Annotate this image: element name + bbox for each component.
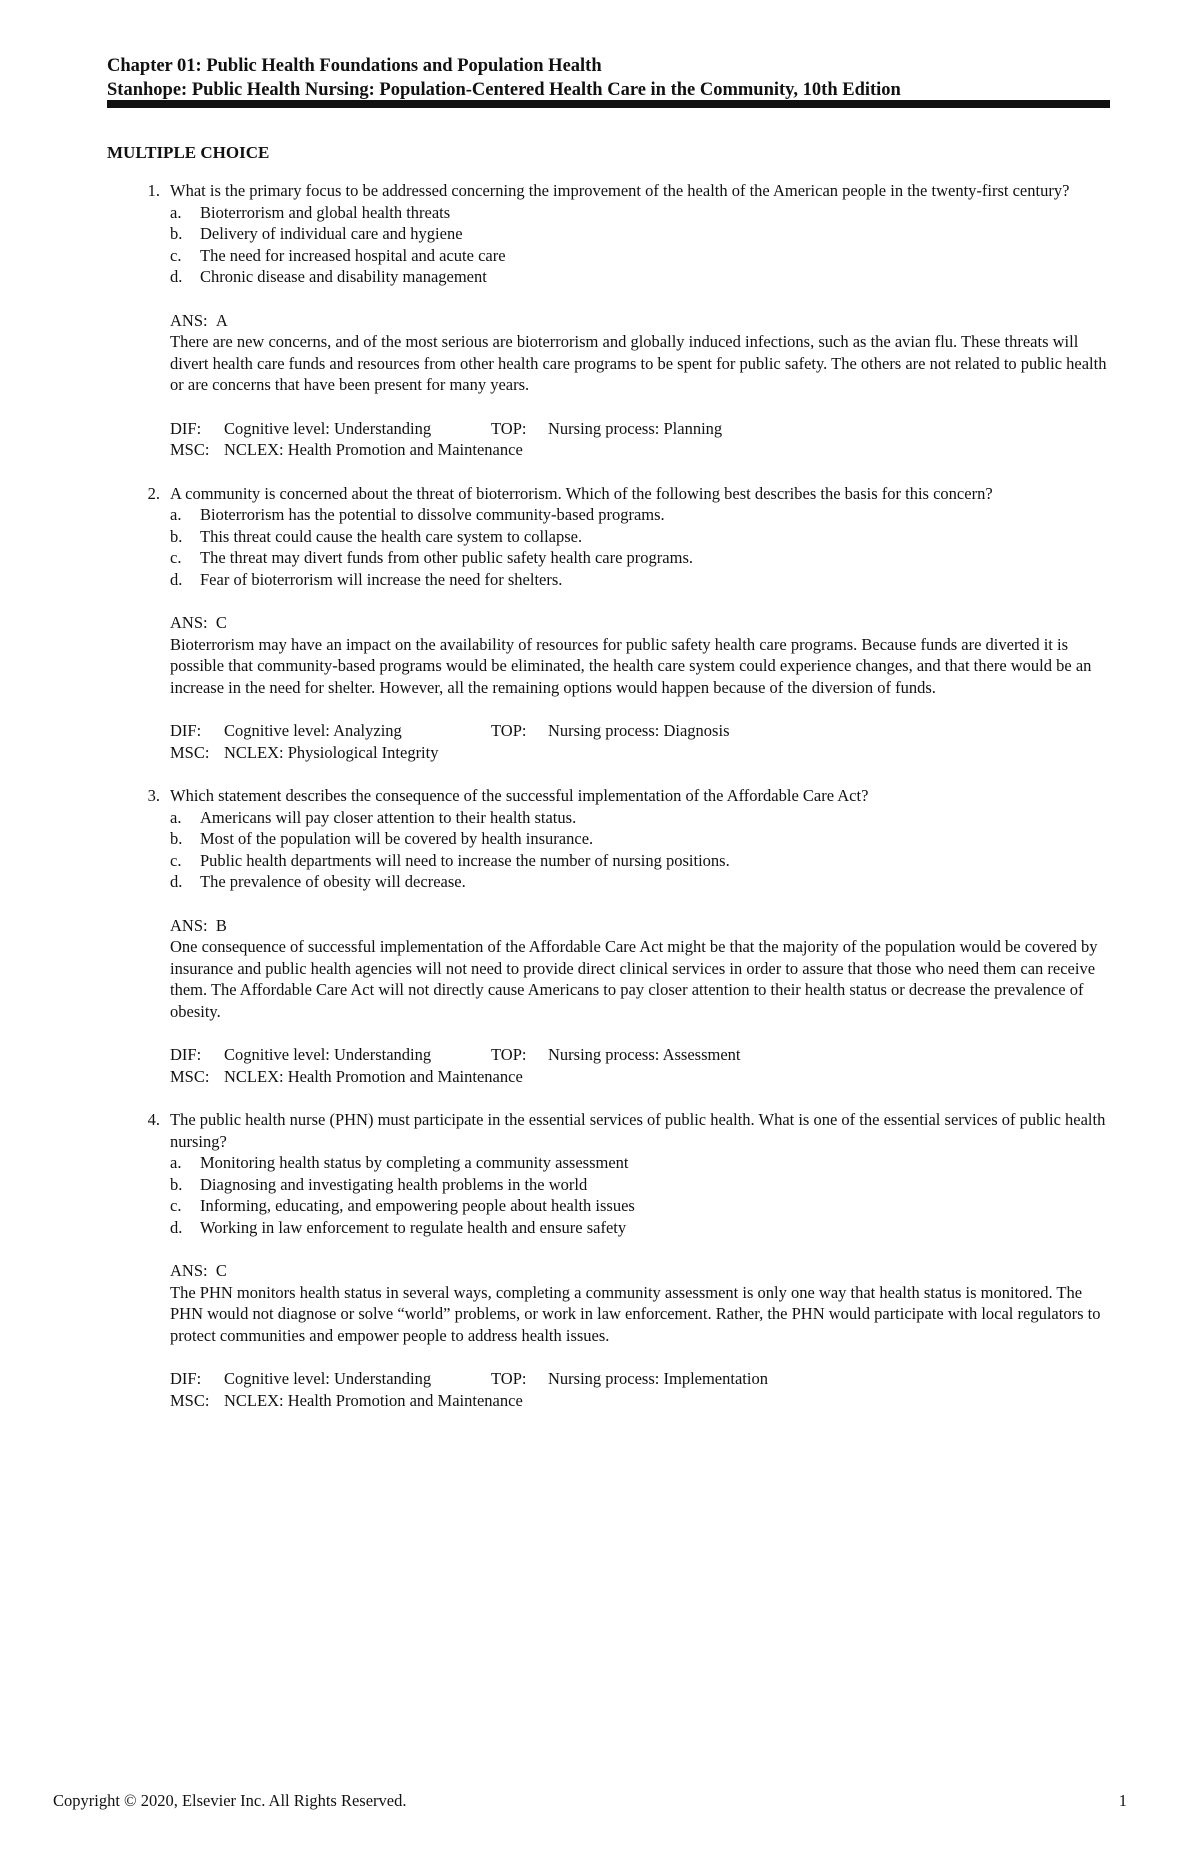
msc-value: NCLEX: Health Promotion and Maintenance	[224, 440, 523, 459]
option-text: This threat could cause the health care system to collapse.	[200, 526, 583, 546]
answer-line	[170, 310, 1110, 332]
answer-option	[170, 245, 1110, 267]
option-letter: d.	[170, 1217, 183, 1237]
question-body	[170, 785, 1110, 1087]
option-letter: b.	[170, 526, 183, 546]
question-stem: Which statement describes the consequence of the successful implementation of the Affordable Care Act?	[170, 786, 869, 805]
option-text: Monitoring health status by completing a community assessment	[200, 1153, 629, 1172]
answer-label: ANS:	[170, 613, 208, 632]
option-text: Bioterrorism has the potential to dissolve community-based programs.	[200, 505, 665, 524]
answer-option	[170, 1174, 1110, 1196]
option-text: The prevalence of obesity will decrease.	[200, 872, 466, 891]
option-text: Most of the population will be covered by health insurance.	[200, 829, 594, 848]
option-letter: b.	[170, 224, 183, 243]
top-label: TOP:	[491, 418, 527, 438]
answer-value: C	[215, 1261, 227, 1280]
top-label: TOP:	[491, 1369, 527, 1388]
option-text: Diagnosing and investigating health problems in the world	[200, 1174, 588, 1194]
question-body	[170, 483, 1110, 764]
answer-option	[170, 828, 1110, 850]
option-list	[170, 202, 1110, 288]
option-text: Working in law enforcement to regulate health and ensure safety	[200, 1217, 627, 1237]
dif-value: Cognitive level: Understanding	[224, 418, 432, 438]
option-list	[170, 1152, 1110, 1238]
option-letter: c.	[170, 245, 182, 265]
dif-value: Cognitive level: Analyzing	[224, 721, 402, 740]
question-item	[107, 1109, 1110, 1411]
answer-option	[170, 504, 1110, 526]
option-letter: d.	[170, 267, 183, 286]
question-stem: A community is concerned about the threat of bioterrorism. Which of the following best describes the basis for this concern?	[170, 483, 993, 503]
option-letter: a.	[170, 1153, 182, 1172]
option-list	[170, 504, 1110, 590]
option-text: Chronic disease and disability management	[200, 267, 487, 286]
page-number: 1	[1118, 1791, 1127, 1810]
answer-option	[170, 547, 1110, 569]
option-letter: c.	[170, 548, 182, 567]
msc-value: NCLEX: Health Promotion and Maintenance	[224, 1390, 523, 1410]
option-text: Bioterrorism and global health threats	[200, 202, 451, 222]
dif-label: DIF:	[170, 1369, 202, 1388]
option-letter: c.	[170, 1196, 182, 1215]
dif-value: Cognitive level: Understanding	[224, 1045, 432, 1064]
question-metadata	[170, 418, 1110, 461]
msc-label: MSC:	[170, 742, 210, 762]
answer-option	[170, 569, 1110, 591]
document-header	[107, 54, 1110, 102]
option-list	[170, 807, 1110, 893]
answer-option	[170, 223, 1110, 245]
question-number: 3.	[147, 786, 160, 805]
option-letter: a.	[170, 807, 182, 827]
book-title: Stanhope: Public Health Nursing: Population-Centered Health Care in the Community, 10th Edition	[107, 80, 901, 100]
dif-value: Cognitive level: Understanding	[224, 1369, 432, 1388]
top-value: Nursing process: Implementation	[548, 1369, 768, 1388]
rationale-text: There are new concerns, and of the most serious are bioterrorism and globally induced infections, such as the avian flu. These threats will divert health care funds and resources from other health care programs to be spent for public safety. The others are not related to public health or are concerns that have been present for many years.	[170, 332, 1107, 394]
question-stem: The public health nurse (PHN) must participate in the essential services of public health. What is one of the essential services of public health nursing?	[170, 1110, 1106, 1151]
rationale-text: One consequence of successful implementation of the Affordable Care Act might be that the majority of the population would be covered by insurance and public health agencies will not need to provide direct clinical services in order to assure that those who need them can receive them. The Affordable Care Act will not directly cause Americans to pay closer attention to their health status or decrease the prevalence of obesity.	[170, 937, 1098, 1021]
question-item	[107, 180, 1110, 461]
answer-label: ANS:	[170, 310, 208, 330]
rationale-text: Bioterrorism may have an impact on the availability of resources for public safety health care programs. Because funds are diverted it is possible that community-based programs would be eliminated, the health care system could experience changes, and that there would be an increase in the need for shelter. However, all the remaining options would happen because of the diversion of funds.	[170, 634, 1092, 697]
answer-option	[170, 1217, 1110, 1239]
answer-label: ANS:	[170, 1261, 208, 1280]
question-number: 4.	[147, 1110, 160, 1129]
answer-line	[170, 612, 1110, 634]
option-text: The need for increased hospital and acute care	[200, 245, 506, 265]
question-metadata	[170, 1044, 1110, 1087]
msc-label: MSC:	[170, 1066, 210, 1086]
chapter-title: Chapter 01: Public Health Foundations and Population Health	[107, 56, 602, 76]
answer-option	[170, 526, 1110, 548]
msc-value: NCLEX: Physiological Integrity	[224, 742, 439, 762]
top-value: Nursing process: Diagnosis	[548, 721, 730, 740]
question-item	[107, 483, 1110, 764]
answer-value: B	[215, 915, 227, 935]
option-text: The threat may divert funds from other public safety health care programs.	[200, 548, 693, 567]
option-text: Delivery of individual care and hygiene	[200, 224, 463, 243]
answer-option	[170, 1152, 1110, 1174]
dif-label: DIF:	[170, 418, 202, 438]
answer-option	[170, 871, 1110, 893]
option-letter: b.	[170, 829, 183, 848]
answer-line	[170, 1260, 1110, 1282]
question-item	[107, 785, 1110, 1087]
option-letter: a.	[170, 202, 182, 222]
question-body	[170, 180, 1110, 461]
answer-option	[170, 202, 1110, 224]
answer-label: ANS:	[170, 915, 208, 935]
top-value: Nursing process: Planning	[548, 418, 723, 438]
rationale-text: The PHN monitors health status in several ways, completing a community assessment is only one way that health status is monitored. The PHN would not diagnose or solve “world” problems, or work in law enforcement. Rather, the PHN would participate with local regulators to protect communities and empower people to address health issues.	[170, 1282, 1101, 1345]
option-letter: c.	[170, 850, 182, 870]
option-letter: d.	[170, 569, 183, 589]
option-letter: a.	[170, 505, 182, 524]
top-label: TOP:	[491, 721, 527, 740]
option-letter: d.	[170, 872, 183, 891]
top-label: TOP:	[491, 1045, 527, 1064]
answer-option	[170, 807, 1110, 829]
dif-label: DIF:	[170, 1045, 202, 1064]
option-letter: b.	[170, 1174, 183, 1194]
msc-label: MSC:	[170, 440, 210, 459]
answer-value: A	[215, 310, 228, 330]
answer-value: C	[215, 613, 227, 632]
option-text: Informing, educating, and empowering people about health issues	[200, 1196, 635, 1215]
question-number: 1.	[147, 181, 160, 200]
option-text: Fear of bioterrorism will increase the need for shelters.	[200, 569, 563, 589]
question-list	[107, 180, 1110, 1433]
question-number: 2.	[147, 483, 160, 503]
answer-option	[170, 1195, 1110, 1217]
answer-line	[170, 915, 1110, 937]
copyright-notice: Copyright © 2020, Elsevier Inc. All Rights Reserved.	[53, 1791, 407, 1810]
question-metadata	[170, 720, 1110, 763]
option-text: Public health departments will need to increase the number of nursing positions.	[200, 850, 730, 870]
question-metadata	[170, 1368, 1110, 1411]
question-body	[170, 1109, 1110, 1411]
msc-label: MSC:	[170, 1390, 210, 1410]
section-title: MULTIPLE CHOICE	[107, 143, 270, 162]
header-divider	[107, 100, 1110, 108]
answer-option	[170, 850, 1110, 872]
option-text: Americans will pay closer attention to their health status.	[200, 807, 577, 827]
dif-label: DIF:	[170, 721, 202, 740]
answer-option	[170, 266, 1110, 288]
msc-value: NCLEX: Health Promotion and Maintenance	[224, 1066, 523, 1086]
question-stem: What is the primary focus to be addressed concerning the improvement of the health of the American people in the twenty-first century?	[170, 181, 1070, 200]
top-value: Nursing process: Assessment	[548, 1045, 741, 1064]
